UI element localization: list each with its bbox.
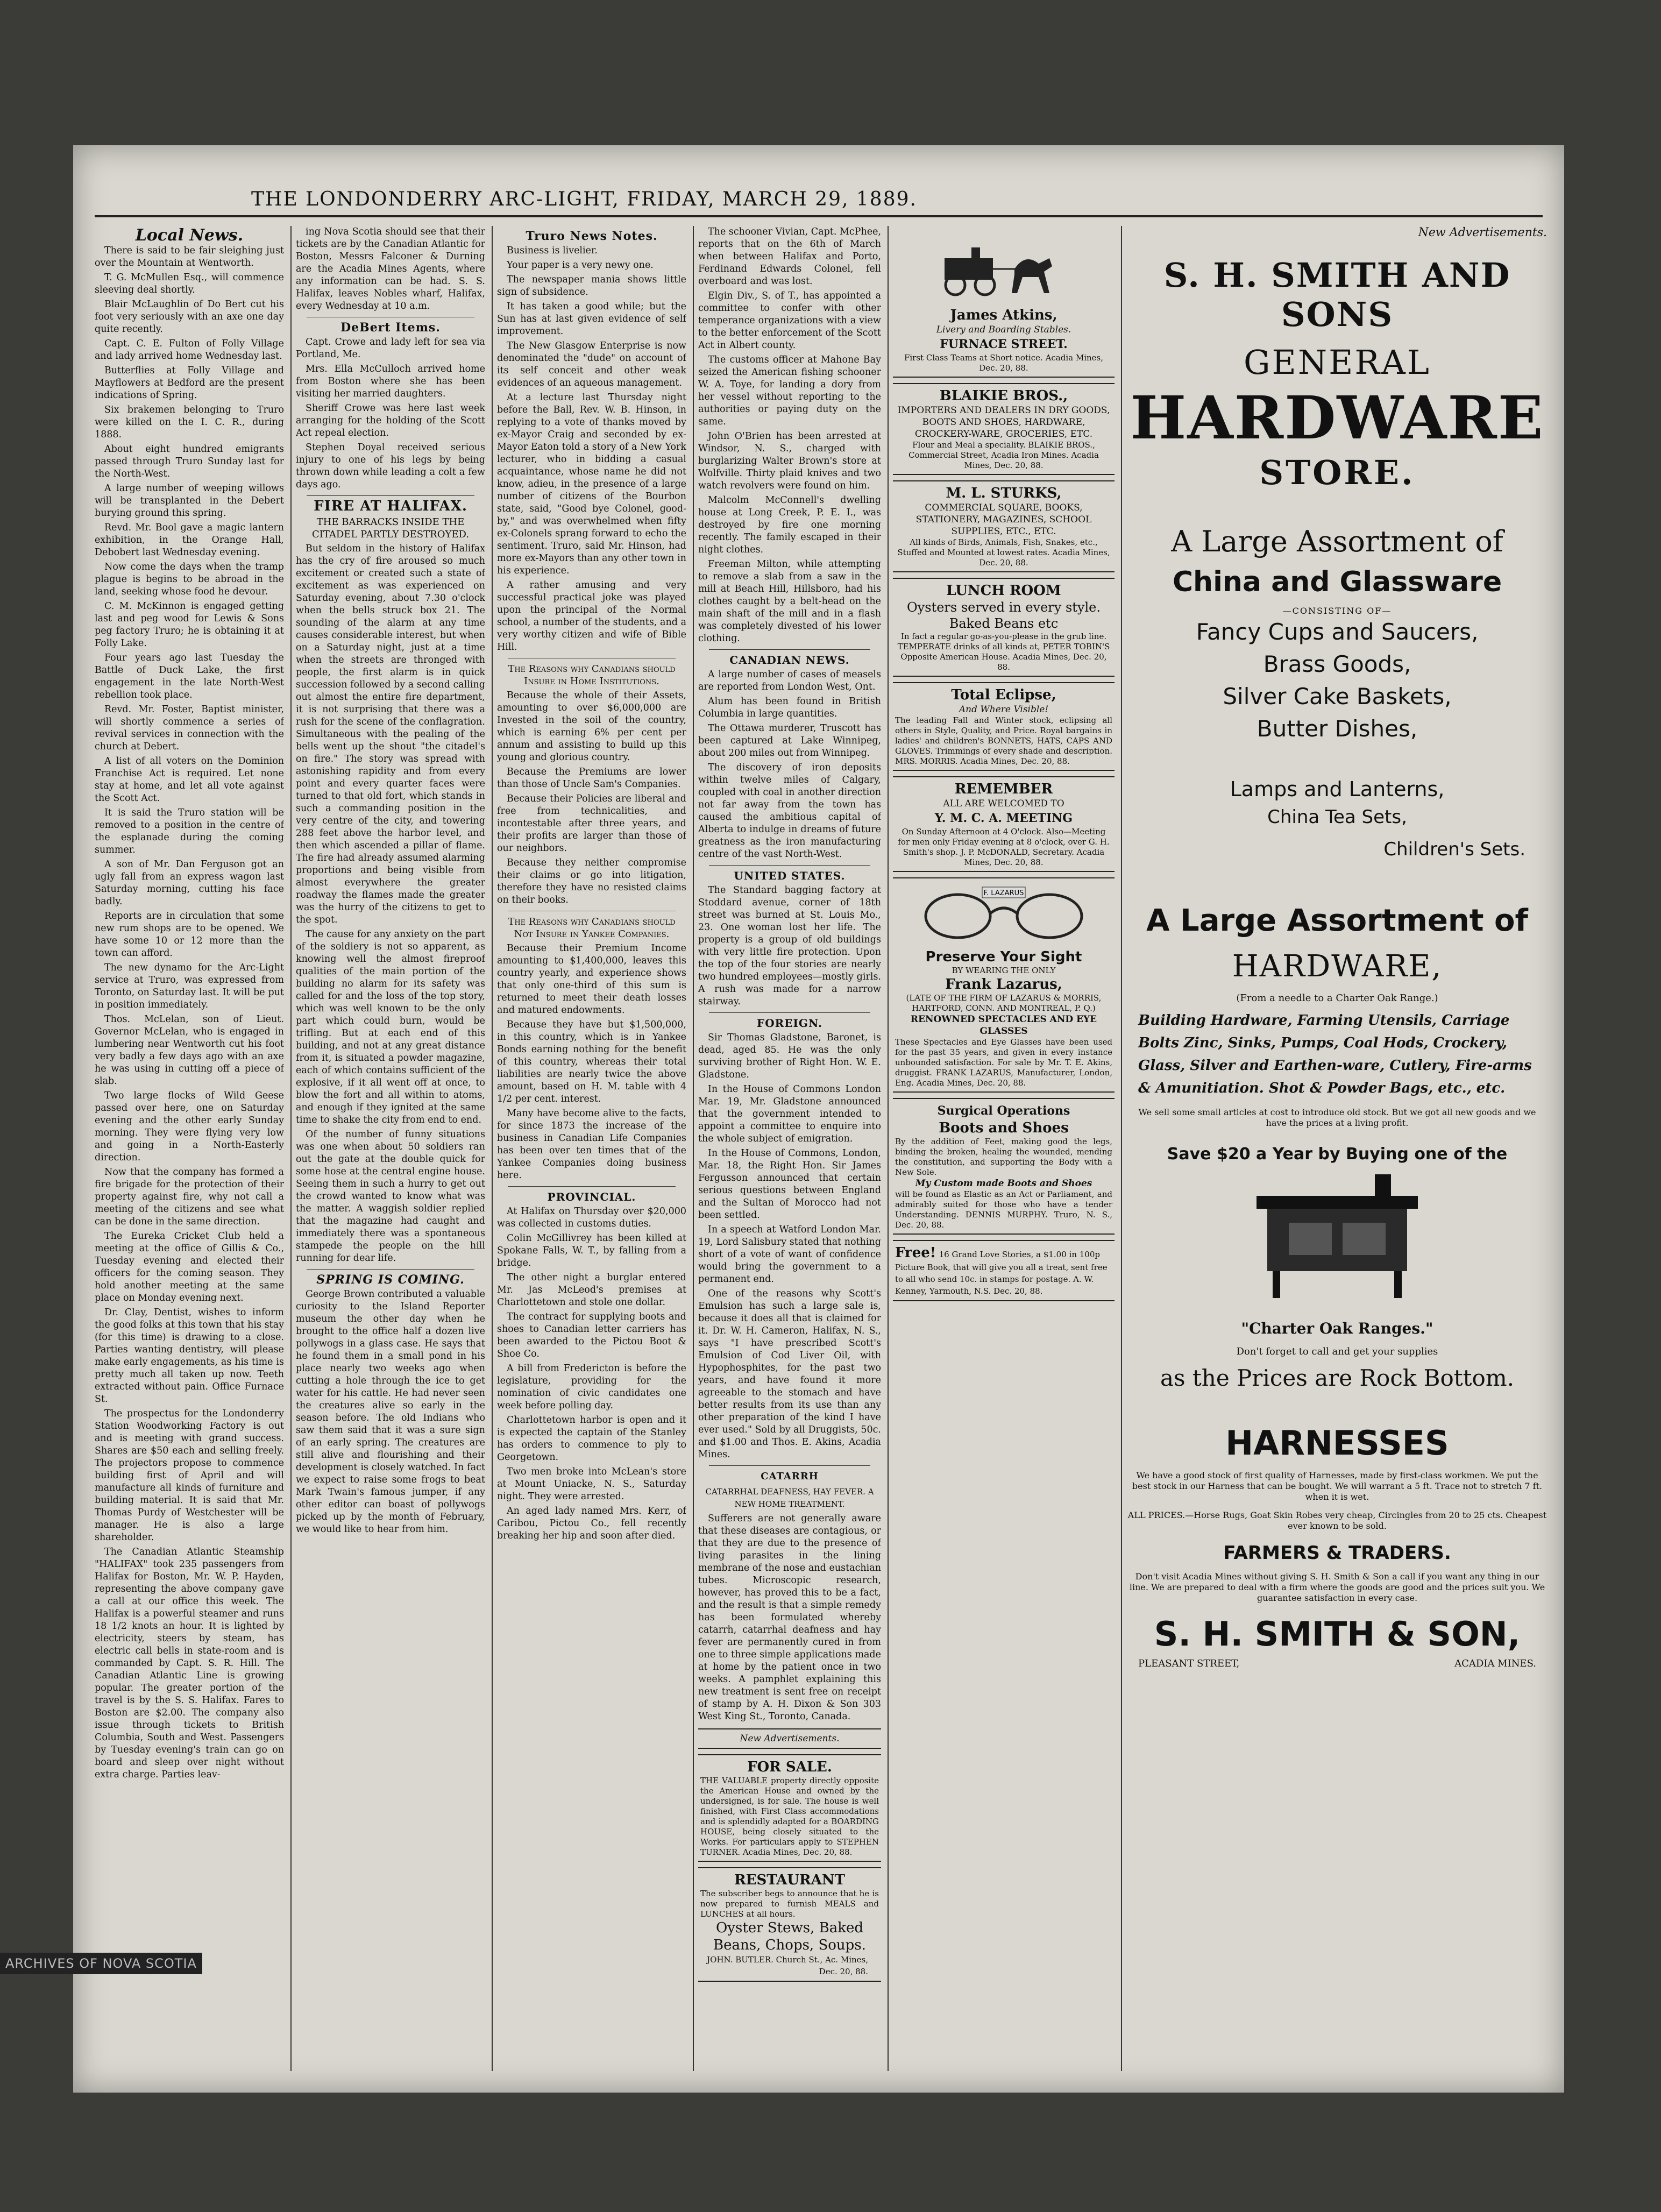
sight-sub: BY WEARING THE ONLY [952,966,1056,975]
news-paragraph: Charlottetown harbor is open and it is expected the captain of the Stanley has orders to commence to ply to Georgetown. [497,1415,686,1463]
news-paragraph: Capt. C. E. Fulton of Folly Village and lady arrived home Wednesday last. [95,338,284,361]
surgical-heading: Surgical Operations [937,1104,1070,1118]
news-paragraph: An aged lady named Mrs. Kerr, of Caribou, Pictou Co., fell recently breaking her hip and soon after died. [497,1506,686,1541]
news-paragraph: Because the whole of their Assets, amounting to over $6,000,000 are Invested in the soil of the country, which is earning 6% per cent per annum and assisting to build up this young and glorious country. [497,690,686,763]
free-body: 16 Grand Love Stories, a $1.00 in 100p Picture Book, that will give you all a treat, sent free to all who send 10c. in stamps for postage. A. W. Kenney, Yarmouth, N.S. Dec. 20, 88. [895,1250,1108,1296]
news-paragraph: The New Glasgow Enterprise is now denominated the "dude" on account of its self conceit and other weak evidences of an aqueous management. [497,341,686,388]
news-paragraph: A rather amusing and very successful practical joke was played upon the principal of the Normal school, a number of the students, and a very worthy citizen and wife of Bible Hill. [497,580,686,653]
smith-hardware-ad [1127,226,1547,2071]
charter-oak-caption: "Charter Oak Ranges." [1241,1320,1433,1337]
news-paragraph: Because they have but $1,500,000, in this country, which is in Yankee Bonds earning nothing for the benefit of this country, whereas their total liabilities are nearly twice the above amount, based on H. M. table with 4 1/2 per cent. interest. [497,1019,686,1104]
local-news-paragraphs [95,245,284,1781]
farmers-traders: FARMERS & TRADERS. [1223,1542,1451,1564]
fire-subheading: THE BARRACKS INSIDE THE CITADEL PARTLY DESTROYED. [311,516,469,540]
masthead-rule [95,215,1543,217]
news-paragraph: Butterflies at Folly Village and Mayflowers at Bedford are the present indications of Spring. [95,365,284,401]
eclipse-body: The leading Fall and Winter stock, eclipsing all others in Style, Quality, and Price. Royal bargains in ladies' and children's BONNETS, HATS, CAPS AND GLOVES. Trimmings of every shade and description. MRS. MORRIS. Acadia Mines, Dec. 20, 88. [895,715,1112,766]
news-paragraph: Now that the company has formed a fire brigade for the protection of their property against fire, why not call a meeting of the citizens and see what can be done in the same direction. [95,1167,284,1227]
kenney-ad [893,1240,1115,1301]
news-paragraph: C. M. McKinnon is engaged getting last and peg wood for Lewis & Sons peg factory Truro; he is obtaining it at Folly Lake. [95,601,284,649]
sight-heading: Preserve Your Sight [925,949,1082,965]
general-label: GENERAL [1244,343,1431,382]
newspaper-page [73,145,1564,2093]
range-note: (From a needle to a Charter Oak Range.) [1236,992,1438,1004]
for-sale-body: THE VALUABLE property directly opposite the American House and owned by the undersigned, is for sale. The house is well finished, with First Class accommodations and is splendidly adapted for a BOARDING HOUSE, being closely situated to the Works. For particulars apply to STEPHEN TURNER. Acadia Mines, Dec. 20, 88. [700,1776,879,1857]
news-paragraph: Of the number of funny situations was one when about 50 soldiers ran out the gate at the double quick for some hose at the central engine house. Seeing them in such a hurry to get out the crowd wanted to know what was the matter. A waggish soldier replied that the magazine had caught and immediately there was a spontaneous stampede the people on the hill running for dear life. [296,1129,485,1264]
item-butter-dishes: Butter Dishes, [1257,715,1418,742]
item-cups: Fancy Cups and Saucers, [1196,619,1479,645]
column-rule [1121,226,1122,2071]
column-rule [693,226,694,2071]
divider [508,1186,676,1187]
news-paragraph: Business is livelier. [507,245,598,256]
consisting-of: —CONSISTING OF— [1282,606,1392,616]
item-cake-baskets: Silver Cake Baskets, [1223,683,1452,710]
news-paragraph: Stephen Doyal received serious injury to one of his legs by being thrown down while leading a colt a few days ago. [296,442,485,490]
restaurant-heading: RESTAURANT [734,1872,845,1888]
news-paragraph: About eight hundred emigrants passed through Truro Sunday last for the North-West. [95,444,284,479]
sturks-note: All kinds of Birds, Animals, Fish, Snakes, etc., Stuffed and Mounted at lowest rates. Acadia Mines, Dec. 20, 88. [897,537,1110,568]
hardware-list: Building Hardware, Farming Utensils, Carriage Bolts Zinc, Sinks, Pumps, Coal Hods, Crockery, Glass, Silver and Earthen-ware, Cutlery, Fire-arms & Amunitiation. Shot & Powder Bags, etc., etc. [1138,1012,1532,1096]
new-ads-header: New Advertisements. [1418,226,1547,239]
news-paragraph: Capt. Crowe and lady left for sea via Portland, Me. [296,337,485,360]
news-paragraph: Revd. Mr. Foster, Baptist minister, will shortly commence a series of revival services in connection with the church at Debert. [95,704,284,752]
news-paragraph: Because they neither compromise their claims or go into litigation, therefore they have no resisted claims on their books. [497,857,686,905]
atkins-note: First Class Teams at Short notice. Acadia Mines, Dec. 20, 88. [904,353,1104,373]
news-paragraph: Mrs. Ella McCulloch arrived home from Boston where she has been visiting her married daughters. [296,364,485,399]
custom-boots: My Custom made Boots and Shoes [915,1178,1092,1189]
news-paragraph: The customs officer at Mahone Bay seized the American fishing schooner W. A. Toye, for landing a dory from her vessel without reporting to the authorities or paying duty on the same. [698,355,881,427]
truro-items [497,245,686,654]
lazarus-ad [893,877,1115,1093]
item-brass: Brass Goods, [1263,651,1411,677]
news-paragraph: Many have become alive to the facts, for since 1873 the increase of the business in Canadian Life Companies has been over ten times that of the Yankee Companies doing business here. [497,1108,686,1181]
news-paragraph: The newspaper mania shows little sign of subsidence. [497,274,686,297]
news-paragraph: Sir Thomas Gladstone, Baronet, is dead, aged 85. He was the only surviving brother of Right Hon. W. E. Gladstone. [698,1032,881,1080]
murphy-note: will be found as Elastic as an Act or Parliament, and admirably suited for those who have a tender Understanding. DENNIS MURPHY. Truro, N. S., Dec. 20, 88. [895,1189,1112,1230]
catarrh-heading: CATARRH [761,1471,819,1482]
news-paragraph: Six brakemen belonging to Truro were killed on the I. C. R., during 1888. [95,405,284,440]
us-heading: UNITED STATES. [734,869,846,882]
eclipse-ad [893,682,1115,771]
eclipse-subtitle: And Where Visible! [959,704,1049,715]
schooner-item: The schooner Vivian, Capt. McPhee, reports that on the 6th of March when between Halifax and Porto, Ferdinand Edwards Colonel, fell overboard and was lost. [698,226,881,287]
sturks-name: M. L. STURKS, [946,485,1062,501]
china-tea-sets: China Tea Sets, [1267,806,1407,828]
blaikie-ad [893,383,1115,475]
foreign-items [698,1032,881,1286]
scott-emulsion-item: One of the reasons why Scott's Emulsion has such a large sale is, because it does all that is claimed for it. Dr. W. H. Cameron, Halifax, N. S., says "I have prescribed Scott's Emulsion of Cod Liver Oil, with Hypophosphites, for the past two years, and have found it more agreeable to the stomach and have better results from its use than any other preparation of the kind I have ever used." Sold by all Druggists, 50c. and $1.00 and Thos. E. Akins, Acadia Mines. [698,1288,881,1460]
news-paragraph: Sheriff Crowe was here last week arranging for the holding of the Scott Act repeal election. [296,403,485,438]
prices-rock-bottom: as the Prices are Rock Bottom. [1160,1365,1515,1391]
atkins-subtitle: Livery and Boarding Stables. [936,324,1071,335]
farmers-note: Don't visit Acadia Mines without giving S. H. Smith & Son a call if you want any thing in our line. We are prepared to deal with a firm where the goods are good and the prices suit you. We guarantee satisfaction in every case. [1129,1571,1545,1603]
divider [709,649,870,650]
debert-items [296,336,485,491]
news-paragraph: Malcolm McConnell's dwelling house at Long Creek, P. E. I., was destroyed by fire one morning recently. The family escaped in their night clothes. [698,495,881,555]
news-paragraph: But seldom in the history of Halifax has the cry of fire aroused so much excitement or created such a state of excitement as was experienced on Saturday evening, about 7.30 o'clock when the bells struck box 21. The sounding of the alarm at any time causes considerable interest, but when on a Saturday night, just at a time when the streets are thronged with people, the first alarm is in quick succession followed by a second calling out almost the entire fire department, it is not surprising that there was a rush for the scene of the conflagration. Simultaneous with the pealing of the bells went up the shout "the citadel's on fire." The story was spread with astonishing rapidity and from every point and every quarter faces were turned to that old fort, which stands in such a commanding position in the very centre of the city, and towering 288 feet above the harbor level, and then which ascended a pillar of flame. The fire had already assumed alarming proportions and being visible from almost everywhere the greater roadway the flames made the greater was the hurry of the citizens to get to the spot. [296,543,485,925]
us-items [698,884,881,1008]
restaurant-menu: Oyster Stews, Baked Beans, Chops, Soups. [713,1920,866,1953]
lazarus-firm: (LATE OF THE FIRM OF LAZARUS & MORRIS, HARTFORD, CONN. AND MONTREAL, P. Q.) [906,993,1102,1013]
lazarus-name: Frank Lazarus, [945,976,1062,992]
news-paragraph: Blair McLaughlin of Do Bert cut his foot very seriously with an axe one day quite recently. [95,299,284,335]
news-paragraph: Four years ago last Tuesday the Battle of Duck Lake, the first engagement in the late North-West rebellion took place. [95,653,284,700]
news-paragraph: The new dynamo for the Arc-Light service at Truro, was expressed from Toronto, on Saturday last. It will be put in position immediately. [95,962,284,1010]
ymca-meeting: Y. M. C. A. MEETING [934,811,1073,825]
divider [307,495,474,496]
harnesses-note: We have a good stock of first quality of Harnesses, made by first-class workmen. We put the best stock in our Harness that can be bought. We will warrant a 5 ft. Trace not to stretch 7 ft. when it is wet. [1132,1470,1543,1502]
column-truro-notes [497,226,686,2071]
news-paragraph: T. G. McMullen Esq., will commence sleeving deal shortly. [95,272,284,295]
news-paragraph: A bill from Fredericton is before the legislature, providing for the nomination of civic candidates one week before polling day. [497,1363,686,1411]
news-paragraph: The Eureka Cricket Club held a meeting at the office of Gillis & Co., Tuesday evening and elected their officers for the coming season. They hold another meeting at the same place on Monday evening next. [95,1231,284,1303]
smith-address [1127,1658,1547,1669]
canadian-heading: CANADIAN NEWS. [729,654,850,667]
column-news-briefs [698,226,881,2071]
news-paragraph: It has taken a good while; but the Sun has at last given evidence of self improvement. [497,301,686,337]
yankee-items [497,942,686,1182]
reasons-heading: The Reasons why Canadians should Insure in Home Institutions. [508,663,676,687]
stagecoach-illustration [934,237,1074,301]
news-paragraph: The prospectus for the Londonderry Station Woodworking Factory is out and is meeting with grand success. Shares are $50 each and selling freely. The projectors propose to commence building first of April and will manufacture all kinds of furniture and building material. It is said that Mr. Thomas Purdy of Westchester will be manager. He is also a large shareholder. [95,1408,284,1543]
spring-story: George Brown contributed a valuable curiosity to the Island Reporter museum the other day when he brought to the office half a dozen live pollywogs in a glass case. He says that he found them in a small pond in his place nearly two weeks ago when cutting a hole through the ice to get water for his cattle. He had never seen the creatures alive so early in the season before. The old Indians who saw them said that it was a sure sign of an early spring. The creatures are still alive and flourishing and their development is closely watched. In fact we expect to raise some frogs to beat Mark Twain's famous jumper, if any other editor can boast of pollywogs picked up by the month of February, we would like to hear from him. [296,1289,485,1535]
ymca-ad [893,776,1115,872]
lazarus-plate-text: F. LAZARUS [983,889,1024,897]
yankee-heading: The Reasons why Canadians should Not Insure in Yankee Companies. [508,916,676,940]
lazarus-body: These Spectacles and Eye Glasses have been used for the past 35 years, and given in every instance unbounded satisfaction. For sale by Mr. T. E. Akins, druggist. FRANK LAZARUS, Manufacturer, London, Eng. Acadia Mines, Dec. 20, 88. [895,1037,1112,1088]
brief-items [698,290,881,645]
eclipse-name: Total Eclipse, [951,687,1056,703]
column-rule [492,226,493,2071]
column-rule [290,226,292,2071]
news-paragraph: Two men broke into McLean's store at Mount Uniacke, N. S., Saturday night. They were arrested. [497,1466,686,1502]
news-paragraph: Now come the days when the tramp plague is begins to be abroad in the land, seeking whose food he devour. [95,562,284,597]
news-paragraph: A large number of cases of measels are reported from London West, Ont. [698,669,881,692]
new-ads-label-text: New Advertisements. [740,1733,840,1744]
sturks-body: COMMERCIAL SQUARE, BOOKS, STATIONERY, MAGAZINES, SCHOOL SUPPLIES, ETC., ETC. [915,502,1092,537]
atkins-ad [893,231,1115,378]
news-paragraph: Because their Premium Income amounting to $1,400,000, leaves this country yearly, and experience shows that only one-third of this sum is returned to meet their death losses and matured endowments. [497,943,686,1016]
boots-body: By the addition of Feet, making good the legs, binding the broken, healing the wounded, mending the constitution, and supporting the Body with a New Sole. [895,1137,1112,1177]
smith-firm-name: S. H. SMITH AND SONS [1163,256,1511,334]
sturks-ad [893,480,1115,572]
fire-heading: FIRE AT HALIFAX. [314,498,467,514]
new-ads-label [698,1728,881,1749]
column-local-news [95,226,284,2071]
lunch-room-name: LUNCH ROOM [946,583,1061,599]
for-sale-heading: FOR SALE. [747,1759,832,1775]
childrens-sets: Children's Sets. [1383,839,1525,860]
lunch-room-ad [893,578,1115,677]
news-paragraph: A list of all voters on the Dominion Franchise Act is required. Let none stay at home, and let all vote against the Scott Act. [95,756,284,804]
hardware-heading: HARDWARE, [1232,949,1443,984]
news-paragraph: Freeman Milton, while attempting to remove a slab from a saw in the mill at Beach Hill, Hillsboro, had his clothes caught by a belt-head on the main shaft of the mill and in a flash was completely divested of his lower clothing. [698,559,881,644]
lunch-room-body: Oysters served in every style. Baked Beans etc [907,600,1101,631]
news-paragraph: In the House of Commons London Mar. 19, Mr. Gladstone announced that the government intended to appoint a committee to enquire into the whole subject of emigration. [698,1084,881,1144]
truro-heading: Truro News Notes. [526,229,658,243]
remember-heading: REMEMBER [954,781,1053,797]
free-label: Free! [895,1245,936,1261]
masthead: THE LONDONDERRY ARC-LIGHT, FRIDAY, MARCH 29, 1889. [251,188,917,210]
stove-illustration [1235,1174,1439,1314]
news-paragraph: Your paper is a very newy one. [507,260,654,271]
store-label: STORE. [1259,453,1415,492]
news-paragraph: At a lecture last Thursday night before the Ball, Rev. W. B. Hinson, in replying to a vote of thanks moved by ex-Mayor Craig and seconded by ex-Mayor Eaton told a story of a New York lecturer, who in bidding a casual acquaintance, whose name he did not know, adieu, in the presence of a large number of citizens of the Bourbon state, said, "Good bye Colonel, good-by," and was overwhelmed when fifty ex-Colonels sprang forward to echo the sentiment. Truro, said Mr. Hinson, had more ex-Mayors than any other town in his experience. [497,392,686,576]
column-ads [893,226,1115,2071]
news-paragraph: The Ottawa murderer, Truscott has been captured at Lake Winnipeg, about 200 miles out from Winnipeg. [698,723,881,758]
column-debert-fire [296,226,485,2071]
fire-story [296,543,485,1265]
foreign-heading: FOREIGN. [757,1017,822,1030]
provincial-items [497,1206,686,1542]
news-paragraph: Elgin Div., S. of T., has appointed a committee to confer with other temperance organizations with a view to the better enforcement of the Scott Act in Albert county. [698,290,881,351]
news-paragraph: The Canadian Atlantic Steamship "HALIFAX" took 235 passengers from Halifax for Boston, Mr. W. P. Hayden, representing the above company gave a call at our office this week. The Halifax is a powerful steamer and runs 18 1/2 knots an hour. It is lighted by electricity, steers by steam, has electric call bells in state-room and is commanded by Capt. S. R. Hill. The Canadian Atlantic Line is growing popular. The greater portion of the travel is by the S. S. Halifax. Fares to Boston are $2.00. The company also issue through tickets to British Columbia, South and West. Passengers by Tuesday evening's train can go on board and sleep over night without extra charge. Parties leav- [95,1547,284,1780]
divider [709,1465,870,1466]
restaurant-signature: JOHN. BUTLER. Church St., Ac. Mines, Dec. 20, 88. [707,1955,868,1976]
reasons-items [497,690,686,906]
news-paragraph: Revd. Mr. Bool gave a magic lantern exhibition, in the Orange Hall, Debobert last Wednesday evening. [95,522,284,558]
lunch-room-note: In fact a regular go-as-you-please in the grub line. TEMPERATE drinks of all kinds at, PETER TOBIN'S Opposite American House. Acadia Mines, Dec. 20, 88. [897,632,1110,672]
murphy-ad [893,1098,1115,1235]
news-paragraph: The Standard bagging factory at Stoddard avenue, corner of 18th street was burned at St. Louis Mo., 23. One woman lost her life. The property is a group of old buildings with very little fire protection. Upon the top of the four stories are nearly two hundred employees—mostly girls. A rush was made for a narrow stairway. [698,885,881,1007]
divider [709,865,870,866]
news-paragraph: In a speech at Watford London Mar. 19, Lord Salisbury stated that nothing short of a vote of want of confidence would bring the government to a permanent end. [698,1224,881,1285]
divider [307,1269,474,1270]
archive-watermark: ARCHIVES OF NOVA SCOTIA [0,1953,202,1974]
news-paragraph: A son of Mr. Dan Ferguson got an ugly fall from an express wagon last Saturday morning, cutting his face badly. [95,859,284,907]
news-paragraph: The cause for any anxiety on the part of the soldiery is not so apparent, as knowing well the almost fireproof qualities of the main portion of the building no alarm for its safety was called for and the loss of the top story, which was well known to be the only part which could burn, would be trifling. But at each end of this building, and not at any great distance from it, is situated a powder magazine, each of which contains sufficient of the explosive, if it all went off at once, to blow the fort and all within to atoms, and enough if they ignited at the same time to shake the city from end to end. [296,929,485,1125]
atkins-street: FURNACE STREET. [940,337,1068,351]
for-sale-ad [698,1754,881,1862]
news-paragraph: The discovery of iron deposits within twelve miles of Calgary, coupled with coal in another direction not far away from the town has caused the ambitious capital of Alberta to indulge in dreams of future greatness as the iron manufacturing centre of the vast North-West. [698,762,881,860]
blaikie-name: BLAIKIE BROS., [939,388,1068,404]
dont-forget: Don't forget to call and get your supplies [1236,1346,1438,1357]
atkins-name: James Atkins, [950,307,1057,323]
smith-street: PLEASANT STREET, [1138,1658,1240,1669]
news-paragraph: In the House of Commons, London, Mar. 18, the Right Hon. Sir James Fergusson announced that certain serious questions between England and the Sultan of Morocco had not been settled. [698,1148,881,1221]
news-paragraph: John O'Brien has been arrested at Windsor, N. S., charged with burglarizing Walter Brown's store at Wolfville. Thirty plaid knives and two watch revolvers were found on him. [698,431,881,491]
news-paragraph: The contract for supplying boots and shoes to Canadian letter carriers has been awarded to the Pictou Boot & Shoe Co. [497,1311,686,1359]
news-paragraph: Dr. Clay, Dentist, wishes to inform the good folks at this town that his stay (for this time) is drawing to a close. Parties wanting dentistry, will please make early engagements, as his time is pretty much all taken up now. Teeth extracted without pain. Office Furnace St. [95,1307,284,1405]
news-paragraph: The other night a burglar entered Mr. Jas McLeod's premises at Charlottetown and stole one dollar. [497,1272,686,1308]
news-paragraph: Reports are in circulation that some new rum shops are to be opened. We have some 10 or 12 more than the town can afford. [95,911,284,959]
news-paragraph: At Halifax on Thursday over $20,000 was collected in customs duties. [497,1206,686,1229]
news-paragraph: There is said to be fair sleighing just over the Mountain at Wentworth. [95,245,284,268]
divider [709,1012,870,1013]
blaikie-body: IMPORTERS AND DEALERS IN DRY GOODS, BOOTS AND SHOES, HARDWARE, CROCKERY-WARE, GROCERIES, ETC. [897,405,1110,439]
large-assortment-1: A Large Assortment of [1171,524,1503,558]
all-prices-note: ALL PRICES.—Horse Rugs, Goat Skin Robes very cheap, Circingles from 20 to 25 cts. Cheapest ever known to be sold. [1127,1510,1547,1531]
column-rule [888,226,889,2071]
blaikie-note: Flour and Meal a speciality. BLAIKIE BROS., Commercial Street, Acadia Iron Mines. Acadia Mines, Dec. 20, 88. [908,440,1099,470]
news-paragraph: Alum has been found in British Columbia in large quantities. [698,696,881,719]
hardware-label: HARDWARE [1130,383,1544,452]
steamship-continued: ing Nova Scotia should see that their tickets are by the Canadian Atlantic for Boston, Messrs Falconer & Durning are the Acadia Mines Agents, where any information can be had. S. S. Halifax, leaves Nobles wharf, Halifax, every Wednesday at 10 a.m. [296,226,485,311]
news-paragraph: A large number of weeping willows will be transplanted in the Debert burying ground this spring. [95,483,284,519]
smith-town: ACADIA MINES. [1454,1658,1536,1669]
stock-note: We sell some small articles at cost to introduce old stock. But we got all new goods and we have the prices at a living profit. [1138,1107,1536,1128]
local-news-heading: Local News. [135,226,244,245]
lamps-lanterns: Lamps and Lanterns, [1230,777,1445,801]
boots-heading: Boots and Shoes [939,1120,1069,1136]
china-glassware: China and Glassware [1172,566,1502,598]
debert-heading: DeBert Items. [340,321,441,335]
provincial-heading: PROVINCIAL. [547,1190,636,1203]
catarrh-subheading: CATARRHAL DEAFNESS, HAY FEVER. A NEW HOME TREATMENT. [705,1487,874,1509]
news-paragraph: Colin McGillivrey has been killed at Spokane Falls, W. T., by falling from a bridge. [497,1233,686,1268]
lazarus-product: RENOWNED SPECTACLES AND EYE GLASSES [910,1014,1097,1037]
news-paragraph: Because their Policies are liberal and free from technicalities, and incontestable after three years, and their profits are larger than those of our neighbors. [497,793,686,854]
news-paragraph: Because the Premiums are lower than those of Uncle Sam's Companies. [497,767,686,790]
spring-heading: SPRING IS COMING. [316,1273,465,1287]
smith-signature: S. H. SMITH & SON, [1154,1614,1521,1654]
news-paragraph: Two large flocks of Wild Geese passed over here, one on Saturday evening and the other early Sunday morning. They were flying very low and going in a North-Easterly direction. [95,1090,284,1163]
restaurant-ad [698,1867,881,1982]
ymca-note: On Sunday Afternoon at 4 O'clock. Also—Meeting for men only Friday evening at 8 o'clock, over G. H. Smith's shop. J. P. McDONALD, Secretary. Acadia Mines, Dec. 20, 88. [898,827,1110,867]
harnesses-heading: HARNESSES [1225,1423,1449,1463]
restaurant-body: The subscriber begs to announce that he is now prepared to furnish MEALS and LUNCHES at all hours. [700,1889,879,1919]
spectacles-illustration [915,884,1092,943]
large-assortment-2: A Large Assortment of [1146,903,1528,938]
save-banner: Save $20 a Year by Buying one of the [1167,1145,1508,1164]
catarrh-body: Sufferers are not generally aware that these diseases are contagious, or that they are due to the presence of living parasites in the lining membrane of the nose and eustachian tubes. Microscopic research, however, has proved this to be a fact, and the result is that a simple remedy has been formulated whereby catarrh, catarrhal deafness and hay fever are permanently cured in from one to three simple applications made at home by the patient once in two weeks. A pamphlet explaining this new treatment is sent free on receipt of stamp by A. H. Dixon & Son 303 West King St., Toronto, Canada. [698,1513,881,1722]
news-paragraph: It is said the Truro station will be removed to a position in the centre of the esplanade during the coming summer. [95,807,284,855]
news-paragraph: Thos. McLelan, son of Lieut. Governor McLelan, who is engaged in lumbering near Wentworth cut his foot very badly a few days ago with an axe he was using in cutting off a piece of slab. [95,1014,284,1087]
remember-sub: ALL ARE WELCOMED TO [943,798,1064,809]
canadian-items [698,669,881,861]
